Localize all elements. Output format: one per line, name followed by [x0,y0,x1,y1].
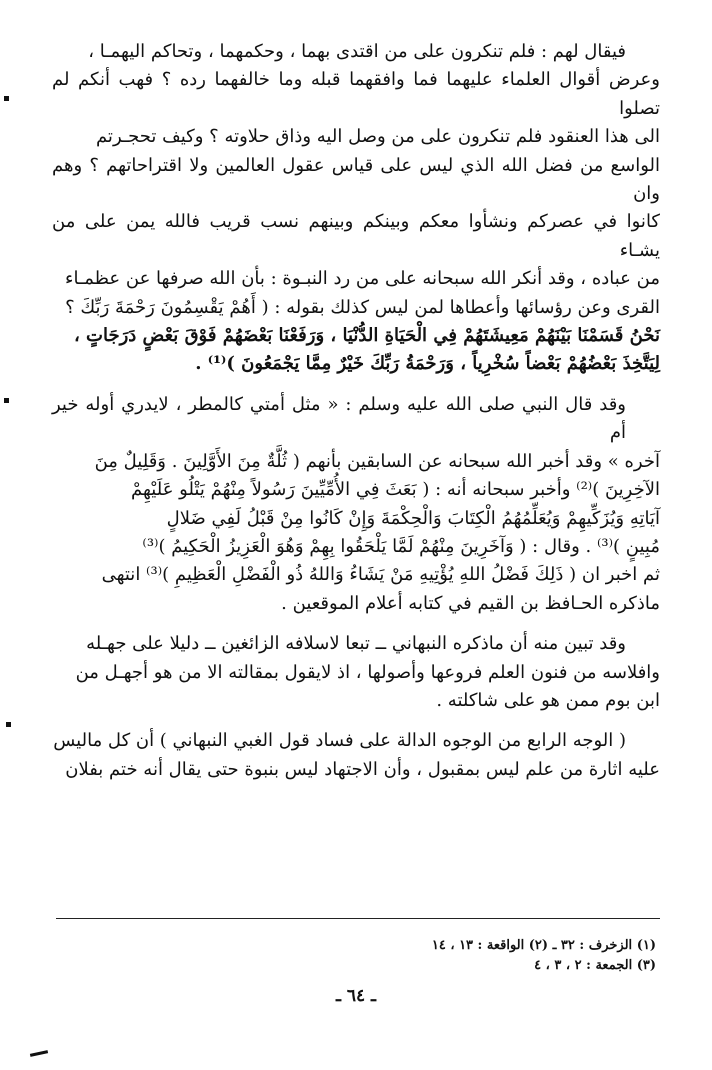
text-line: فيقال لهم : فلم تنكرون على من اقتدى بهما ، وحكمهما ، وتحاكم اليهمـا ، [88,41,626,62]
text-line: آخره » وقد أخبر الله سبحانه عن السابقين بأنهم ( ثُلَّةٌ مِنَ الأَوَّلِينَ . وَقَلِيلٌ مِنَ [94,450,660,472]
footnotes [56,936,656,976]
text-line: ابن بوم ممن هو على شاكلته . [436,689,660,711]
text-line: وقد قال النبي صلى الله عليه وسلم : « مثل أمتي كالمطر ، لايدري أوله خير أم [52,393,626,444]
text-line: الواسع من فضل الله الذي ليس على قياس عقول العالمين ولا اقتراحاتهم ؟ وهم وان [52,154,660,205]
margin-mark [4,96,9,101]
text-line: ثم اخبر ان ( ذَلِكَ فَضْلُ اللهِ يُؤْتِيهِ مَنْ يَشَاءُ وَاللهُ ذُو الْفَضْلِ الْعَظِيمِ )⁽³⁾ انتهى [101,564,660,586]
paragraph-3 [52,630,660,715]
footnote: (٣) الجمعة : ٢ ، ٣ ، ٤ [534,958,656,973]
quran-verse-line: لِيَتَّخِذَ بَعْضُهُمْ بَعْضاً سُخْرِياً ، وَرَحْمَةُ رَبِّكَ خَيْرٌ مِمَّا يَجْمَعُونَ )⁽¹⁾ . [195,353,660,375]
paragraph-4 [52,727,660,784]
text-line: ( الوجه الرابع من الوجوه الدالة على فساد قول الغبي النبهاني ) أن كل ماليس [53,730,626,752]
margin-mark [6,722,11,727]
text-line: كانوا في عصركم ونشأوا معكم وبينكم وبينهم نسب قريب فالله يمن على من يشـاء [52,211,660,261]
text-line: الآخِرِينَ )⁽²⁾ وأخبر سبحانه أنه : ( بَعَثَ فِي الأُمِّيِّينَ رَسُولاً مِنْهُمْ يَتْلُو عَلَيْهِمْ [131,479,660,501]
text-line: القرى وعن رؤسائها وأعطاها لمن ليس كذلك بقوله : ( أَهُمْ يَقْسِمُونَ رَحْمَةَ رَبِّكَ ؟ [65,296,660,318]
text-line: آيَاتِهِ وَيُزَكِّيهِمْ وَيُعَلِّمُهُمُ الْكِتَابَ وَالْحِكْمَةَ وَإِنْ كَانُوا مِنْ قَبْلُ لَفِي ضَلالٍ [166,507,660,529]
text-line: من عباده ، وقد أنكر الله سبحانه على من رد النبـوة : بأن الله صرفها عن عظمـاء [65,268,660,290]
text-line: عليه اثارة من علم ليس بمقبول ، وأن الاجتهاد ليس بنبوة حتى يقال أنه ختم بفلان [65,758,660,780]
paragraph-2 [52,391,660,618]
margin-mark [30,1050,48,1057]
footnote: (١) الزخرف : ٣٢ ـ (٢) الواقعة : ١٣ ، ١٤ [431,938,656,953]
margin-mark [4,398,9,403]
footnote-separator [56,918,660,919]
page-number: ـ ٦٤ ـ [335,986,377,1006]
text-line: مُبِينٍ )⁽³⁾ . وقال : ( وَآخَرِينَ مِنْهُمْ لَمَّا يَلْحَقُوا بِهِمْ وَهُوَ الْعَزِيزُ الْحَكِيمُ )⁽³⁾ [142,535,660,557]
text-line: ماذكره الحـافظ بن القيم في كتابه أعلام الموقعين . [281,592,660,614]
text-line: وقد تبين منه أن ماذكره النبهاني ــ تبعا لاسلافه الزائغين ــ دليلا على جهـله [86,633,626,655]
body-text [52,38,660,784]
text-line: وافلاسه من فنون العلم فروعها وأصولها ، اذ لايقول بمقالته الا من هو أجهـل من [75,661,660,683]
text-line: الى هذا العنقود فلم تنكرون على من وصل اليه وذاق حلاوته ؟ وكيف تحجـرتم [95,126,660,148]
paragraph-1 [52,38,660,379]
quran-verse-line: نَحْنُ قَسَمْنَا بَيْنَهُمْ مَعِيشَتَهُمْ فِي الْحَيَاةِ الدُّنْيَا ، وَرَفَعْنَا بَعْضَهُمْ فَوْقَ بَعْضٍ دَرَجَاتٍ ، [73,325,660,347]
text-line: وعرض أقوال العلماء عليهما فما وافقهما قبله وما خالفهما رده ؟ فهب أنكم لم تصلوا [52,69,660,119]
